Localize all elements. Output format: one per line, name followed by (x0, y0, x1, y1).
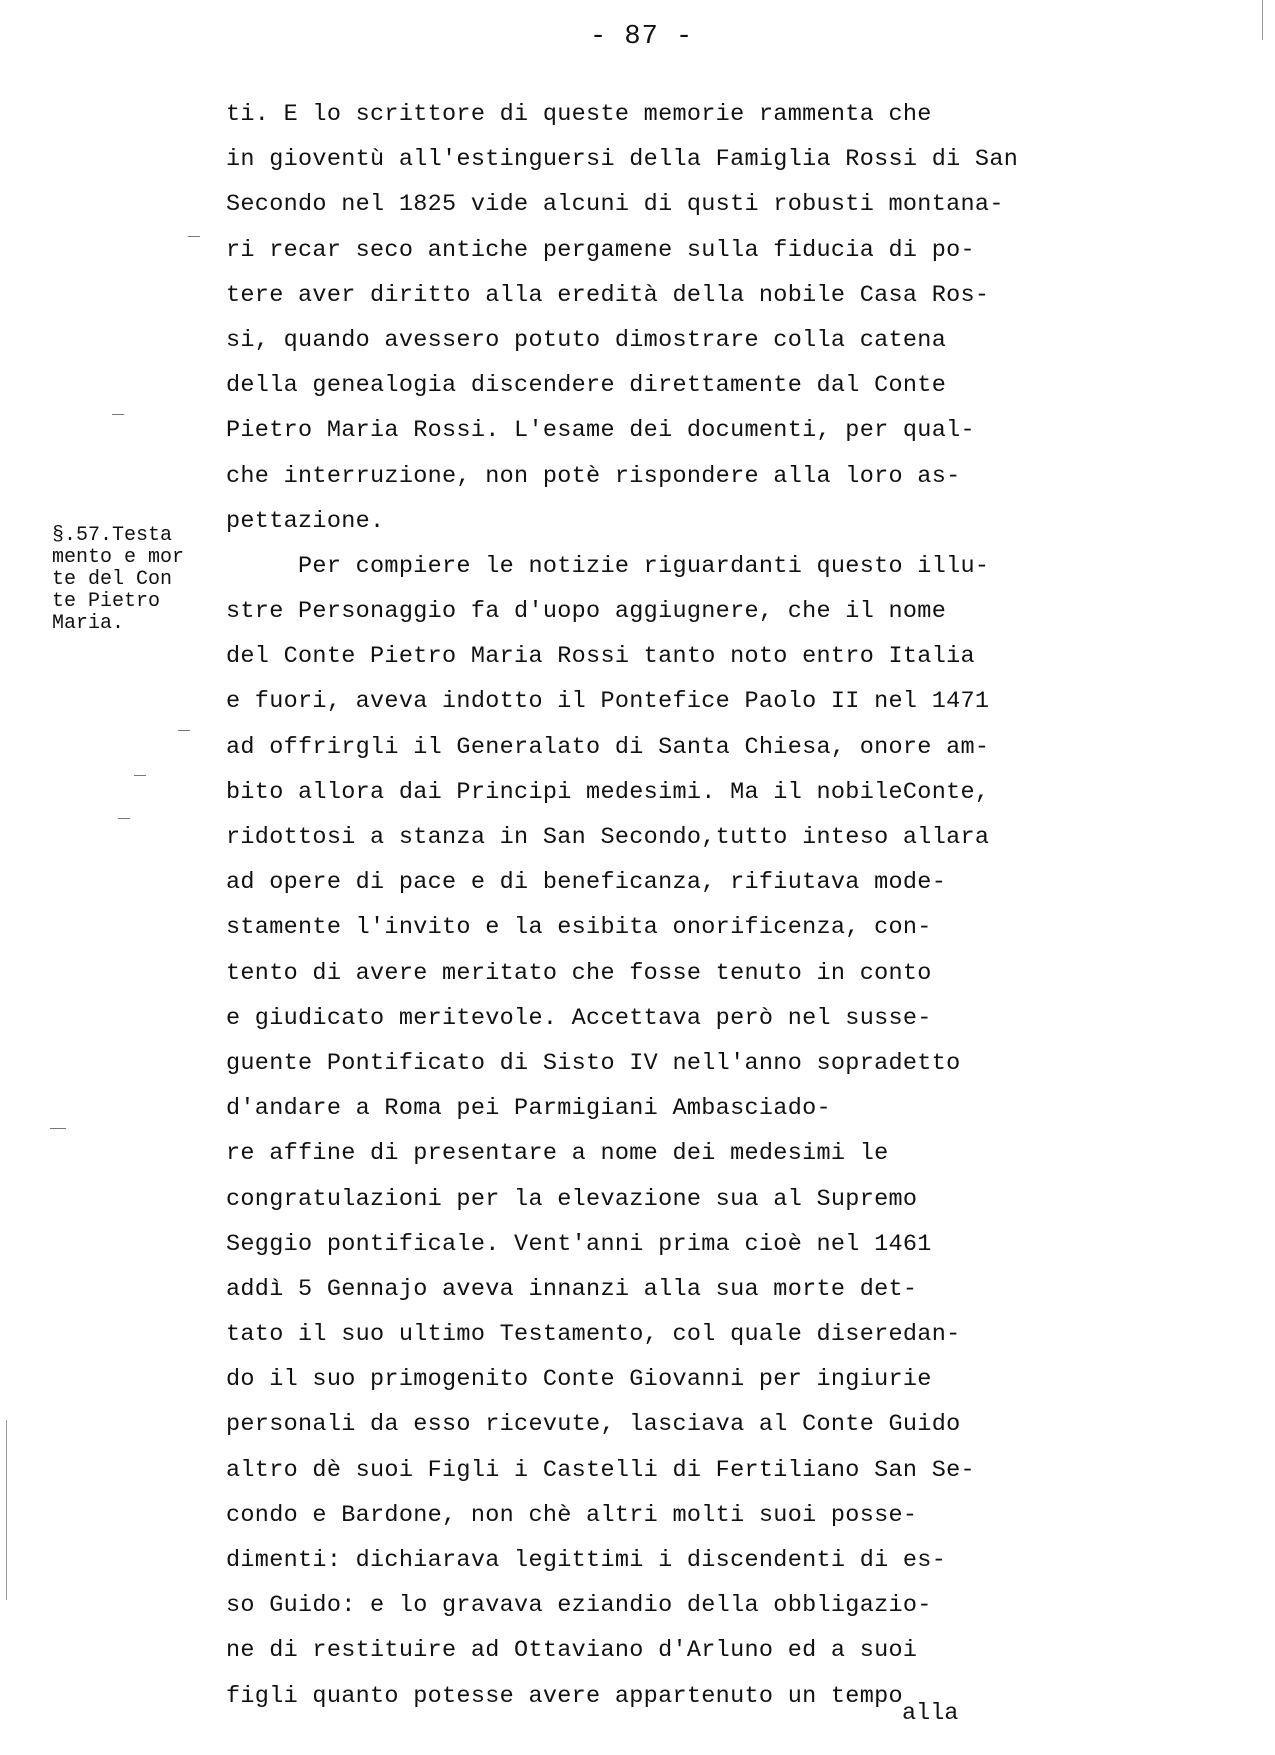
catchword: alla (902, 1700, 959, 1727)
body-line: ad opere di pace e di beneficanza, rifiutava mode- (226, 869, 947, 897)
body-line: si, quando avessero potuto dimostrare colla catena (226, 326, 947, 354)
margin-note-line: Maria. (52, 612, 125, 635)
body-line: Per compiere le notizie riguardanti questo illu- (226, 552, 990, 580)
body-line: Seggio pontificale. Vent'anni prima cioè nel 1461 (226, 1230, 932, 1258)
body-line: guente Pontificato di Sisto IV nell'anno sopradetto (226, 1049, 961, 1077)
body-line: figli quanto potesse avere appartenuto un tempo (226, 1682, 903, 1710)
body-line: stre Personaggio fa d'uopo aggiugnere, che il nome (226, 598, 947, 626)
margin-tick-mark (178, 730, 190, 731)
margin-tick-mark (134, 775, 146, 776)
body-line: della genealogia discendere direttamente dal Conte (226, 372, 947, 400)
page-number: - 87 - (590, 22, 694, 52)
margin-note-line: mento e mor (52, 546, 185, 569)
body-line: del Conte Pietro Maria Rossi tanto noto entro Italia (226, 643, 975, 671)
body-line: ri recar seco antiche pergamene sulla fiducia di po- (226, 236, 975, 264)
body-line: Pietro Maria Rossi. L'esame dei documenti, per qual- (226, 417, 975, 445)
margin-tick-mark (188, 236, 200, 237)
body-line: in gioventù all'estinguersi della Famiglia Rossi di San (226, 146, 1019, 174)
body-line: d'andare a Roma pei Parmigiani Ambasciado- (226, 1095, 831, 1123)
body-line: e giudicato meritevole. Accettava però nel susse- (226, 1004, 932, 1032)
body-line: tento di avere meritato che fosse tenuto in conto (226, 959, 932, 987)
body-line: do il suo primogenito Conte Giovanni per ingiurie (226, 1366, 932, 1394)
body-line: tato il suo ultimo Testamento, col quale diseredan- (226, 1321, 961, 1349)
margin-note (52, 525, 184, 635)
body-line: Secondo nel 1825 vide alcuni di qusti robusti montana- (226, 191, 1004, 219)
body-line: personali da esso ricevute, lasciava al Conte Guido (226, 1411, 961, 1439)
margin-note-line: te Pietro (52, 590, 161, 613)
body-line: re affine di presentare a nome dei medesimi le (226, 1140, 889, 1168)
body-line: so Guido: e lo gravava eziandio della obbligazio- (226, 1592, 932, 1620)
margin-tick-mark (112, 414, 124, 415)
body-line: ad offrirgli il Generalato di Santa Chiesa, onore am- (226, 733, 990, 761)
margin-note-line: §.57.Testa (52, 524, 173, 547)
scan-edge-line (6, 1420, 7, 1600)
margin-tick-mark (50, 1128, 66, 1129)
body-text (226, 100, 1086, 1727)
body-line: ti. E lo scrittore di queste memorie rammenta che (226, 101, 932, 128)
body-line: addì 5 Gennajo aveva innanzi alla sua morte det- (226, 1275, 918, 1303)
body-line: stamente l'invito e la esibita onorificenza, con- (226, 914, 932, 942)
body-line: congratulazioni per la elevazione sua al Supremo (226, 1185, 918, 1213)
scan-edge-line (1262, 0, 1263, 40)
margin-note-line: te del Con (52, 568, 173, 591)
body-line: condo e Bardone, non chè altri molti suoi posse- (226, 1501, 918, 1529)
body-line: e fuori, aveva indotto il Pontefice Paolo II nel 1471 (226, 688, 990, 716)
body-line: ridottosi a stanza in San Secondo,tutto inteso allara (226, 824, 990, 851)
body-line: altro dè suoi Figli i Castelli di Fertiliano San Se- (226, 1456, 975, 1484)
body-line: ne di restituire ad Ottaviano d'Arluno ed a suoi (226, 1637, 918, 1665)
body-line: pettazione. (226, 507, 385, 535)
body-line: dimenti: dichiarava legittimi i discendenti di es- (226, 1547, 947, 1574)
body-line: bito allora dai Principi medesimi. Ma il nobileConte, (226, 778, 990, 806)
margin-tick-mark (118, 818, 130, 819)
body-line: tere aver diritto alla eredità della nobile Casa Ros- (226, 281, 990, 309)
body-line: che interruzione, non potè rispondere alla loro as- (226, 462, 961, 490)
